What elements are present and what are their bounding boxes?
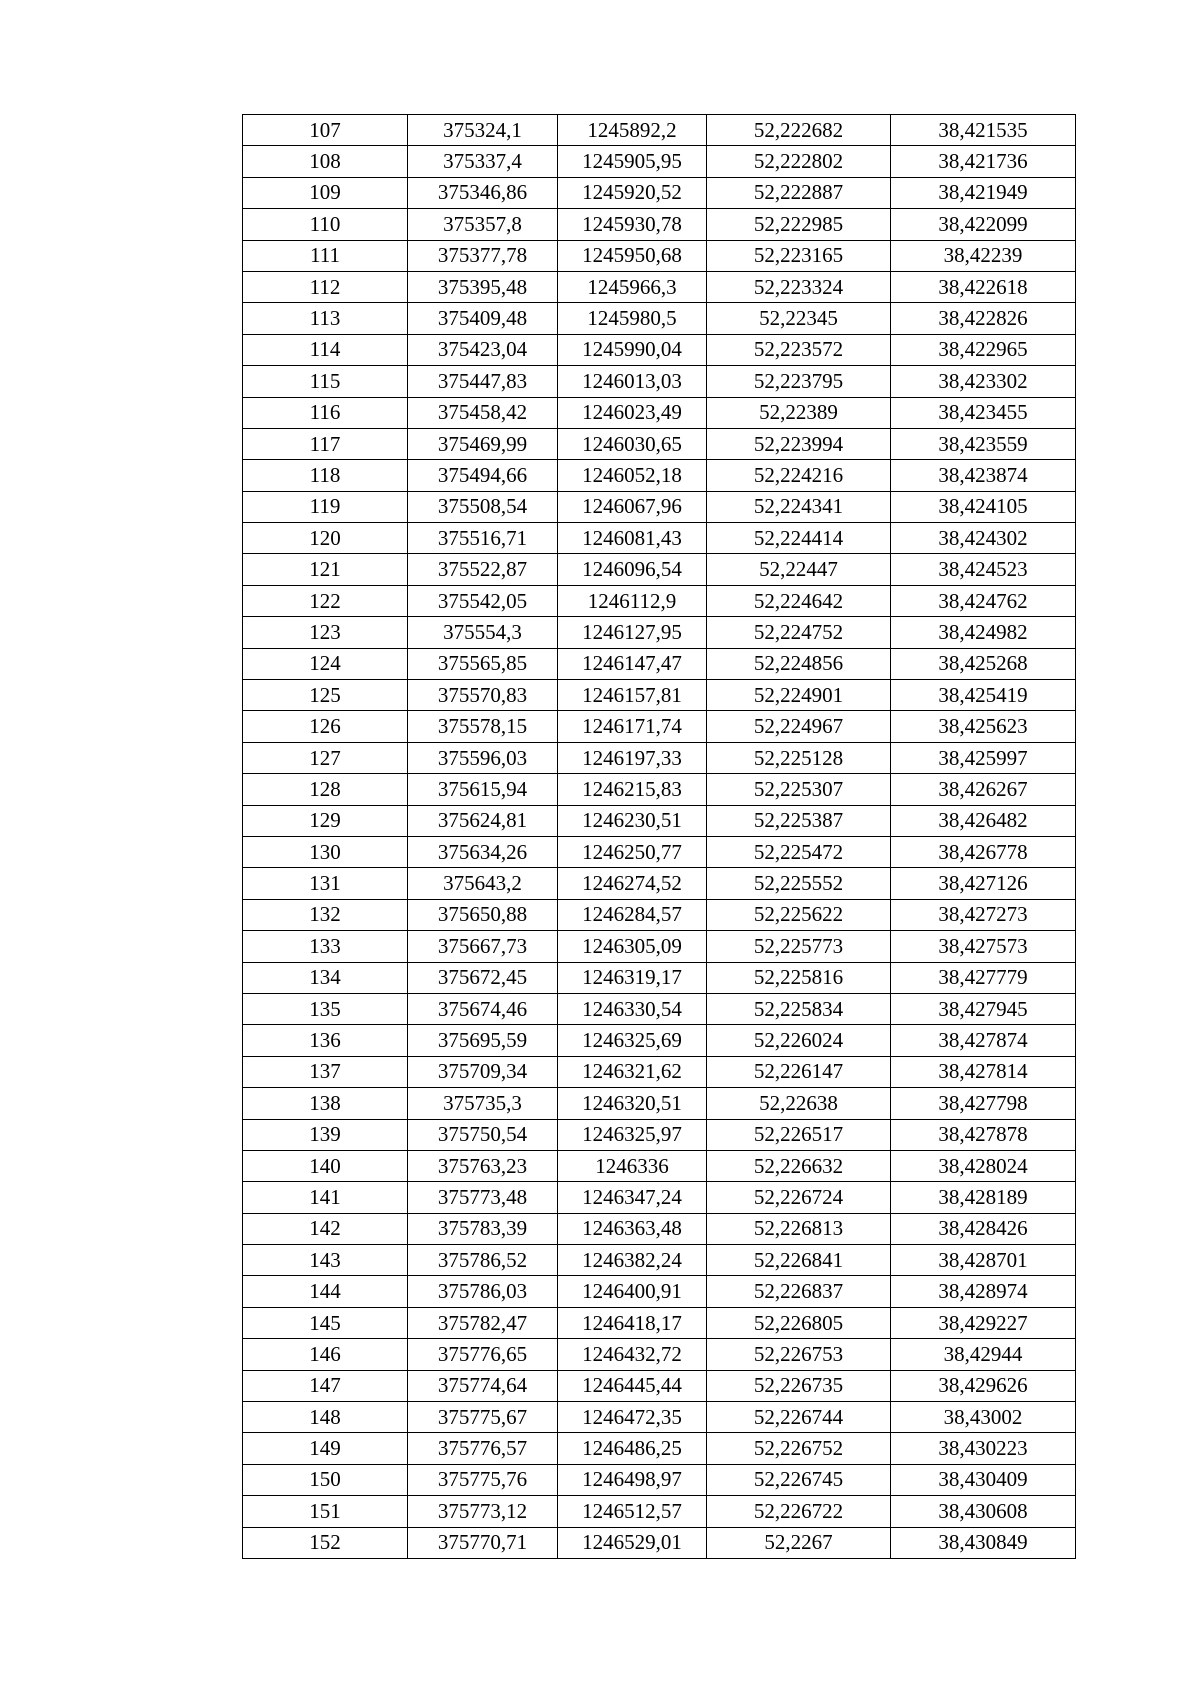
point-number-cell: 117 [243, 428, 408, 459]
y-coordinate-cell: 1245990,04 [558, 334, 707, 365]
latitude-cell: 52,224901 [707, 680, 891, 711]
y-coordinate-cell: 1246325,69 [558, 1025, 707, 1056]
y-coordinate-cell: 1246305,09 [558, 931, 707, 962]
x-coordinate-cell: 375423,04 [408, 334, 558, 365]
latitude-cell: 52,226745 [707, 1464, 891, 1495]
x-coordinate-cell: 375775,67 [408, 1402, 558, 1433]
point-number-cell: 143 [243, 1245, 408, 1276]
latitude-cell: 52,223572 [707, 334, 891, 365]
x-coordinate-cell: 375674,46 [408, 993, 558, 1024]
x-coordinate-cell: 375667,73 [408, 931, 558, 962]
latitude-cell: 52,2267 [707, 1527, 891, 1558]
point-number-cell: 132 [243, 899, 408, 930]
point-number-cell: 115 [243, 366, 408, 397]
y-coordinate-cell: 1246336 [558, 1150, 707, 1181]
latitude-cell: 52,226722 [707, 1496, 891, 1527]
table-row [243, 397, 1076, 428]
table-row [243, 1056, 1076, 1087]
latitude-cell: 52,225128 [707, 742, 891, 773]
latitude-cell: 52,222887 [707, 177, 891, 208]
y-coordinate-cell: 1245920,52 [558, 177, 707, 208]
table-row [243, 303, 1076, 334]
table-row [243, 1527, 1076, 1558]
table-row [243, 931, 1076, 962]
x-coordinate-cell: 375786,52 [408, 1245, 558, 1276]
point-number-cell: 114 [243, 334, 408, 365]
longitude-cell: 38,426778 [891, 836, 1076, 867]
latitude-cell: 52,226841 [707, 1245, 891, 1276]
y-coordinate-cell: 1246013,03 [558, 366, 707, 397]
table-row [243, 1402, 1076, 1433]
longitude-cell: 38,422965 [891, 334, 1076, 365]
x-coordinate-cell: 375337,4 [408, 146, 558, 177]
latitude-cell: 52,226837 [707, 1276, 891, 1307]
latitude-cell: 52,222802 [707, 146, 891, 177]
table-row [243, 617, 1076, 648]
x-coordinate-cell: 375643,2 [408, 868, 558, 899]
x-coordinate-cell: 375377,78 [408, 240, 558, 271]
point-number-cell: 134 [243, 962, 408, 993]
longitude-cell: 38,427126 [891, 868, 1076, 899]
latitude-cell: 52,226813 [707, 1213, 891, 1244]
y-coordinate-cell: 1246512,57 [558, 1496, 707, 1527]
table-row [243, 1182, 1076, 1213]
coordinates-table-body [243, 115, 1076, 1559]
table-row [243, 585, 1076, 616]
table-row [243, 774, 1076, 805]
latitude-cell: 52,226632 [707, 1150, 891, 1181]
table-row [243, 1496, 1076, 1527]
longitude-cell: 38,424523 [891, 554, 1076, 585]
latitude-cell: 52,225307 [707, 774, 891, 805]
longitude-cell: 38,425623 [891, 711, 1076, 742]
point-number-cell: 120 [243, 523, 408, 554]
y-coordinate-cell: 1246147,47 [558, 648, 707, 679]
x-coordinate-cell: 375409,48 [408, 303, 558, 334]
point-number-cell: 145 [243, 1307, 408, 1338]
longitude-cell: 38,429227 [891, 1307, 1076, 1338]
longitude-cell: 38,423302 [891, 366, 1076, 397]
latitude-cell: 52,224216 [707, 460, 891, 491]
latitude-cell: 52,224967 [707, 711, 891, 742]
longitude-cell: 38,425997 [891, 742, 1076, 773]
latitude-cell: 52,22447 [707, 554, 891, 585]
y-coordinate-cell: 1246347,24 [558, 1182, 707, 1213]
x-coordinate-cell: 375775,76 [408, 1464, 558, 1495]
latitude-cell: 52,222682 [707, 115, 891, 146]
longitude-cell: 38,428701 [891, 1245, 1076, 1276]
point-number-cell: 151 [243, 1496, 408, 1527]
x-coordinate-cell: 375357,8 [408, 209, 558, 240]
table-row [243, 523, 1076, 554]
y-coordinate-cell: 1246320,51 [558, 1088, 707, 1119]
coordinates-table [242, 114, 1076, 1559]
y-coordinate-cell: 1246382,24 [558, 1245, 707, 1276]
x-coordinate-cell: 375494,66 [408, 460, 558, 491]
longitude-cell: 38,422099 [891, 209, 1076, 240]
x-coordinate-cell: 375516,71 [408, 523, 558, 554]
y-coordinate-cell: 1246330,54 [558, 993, 707, 1024]
y-coordinate-cell: 1246197,33 [558, 742, 707, 773]
point-number-cell: 112 [243, 271, 408, 302]
y-coordinate-cell: 1246529,01 [558, 1527, 707, 1558]
x-coordinate-cell: 375469,99 [408, 428, 558, 459]
point-number-cell: 147 [243, 1370, 408, 1401]
longitude-cell: 38,427874 [891, 1025, 1076, 1056]
latitude-cell: 52,224642 [707, 585, 891, 616]
x-coordinate-cell: 375522,87 [408, 554, 558, 585]
latitude-cell: 52,226753 [707, 1339, 891, 1370]
latitude-cell: 52,224341 [707, 491, 891, 522]
point-number-cell: 116 [243, 397, 408, 428]
y-coordinate-cell: 1246445,44 [558, 1370, 707, 1401]
latitude-cell: 52,226517 [707, 1119, 891, 1150]
point-number-cell: 124 [243, 648, 408, 679]
y-coordinate-cell: 1245905,95 [558, 146, 707, 177]
point-number-cell: 118 [243, 460, 408, 491]
latitude-cell: 52,224856 [707, 648, 891, 679]
longitude-cell: 38,427573 [891, 931, 1076, 962]
latitude-cell: 52,225773 [707, 931, 891, 962]
table-row [243, 680, 1076, 711]
point-number-cell: 142 [243, 1213, 408, 1244]
longitude-cell: 38,427798 [891, 1088, 1076, 1119]
x-coordinate-cell: 375554,3 [408, 617, 558, 648]
y-coordinate-cell: 1246171,74 [558, 711, 707, 742]
x-coordinate-cell: 375770,71 [408, 1527, 558, 1558]
y-coordinate-cell: 1246215,83 [558, 774, 707, 805]
table-row [243, 271, 1076, 302]
x-coordinate-cell: 375773,48 [408, 1182, 558, 1213]
x-coordinate-cell: 375447,83 [408, 366, 558, 397]
y-coordinate-cell: 1246067,96 [558, 491, 707, 522]
y-coordinate-cell: 1245892,2 [558, 115, 707, 146]
latitude-cell: 52,226147 [707, 1056, 891, 1087]
x-coordinate-cell: 375346,86 [408, 177, 558, 208]
y-coordinate-cell: 1246321,62 [558, 1056, 707, 1087]
y-coordinate-cell: 1246250,77 [558, 836, 707, 867]
point-number-cell: 138 [243, 1088, 408, 1119]
point-number-cell: 119 [243, 491, 408, 522]
longitude-cell: 38,421949 [891, 177, 1076, 208]
longitude-cell: 38,423455 [891, 397, 1076, 428]
longitude-cell: 38,427273 [891, 899, 1076, 930]
x-coordinate-cell: 375709,34 [408, 1056, 558, 1087]
point-number-cell: 150 [243, 1464, 408, 1495]
longitude-cell: 38,423874 [891, 460, 1076, 491]
y-coordinate-cell: 1246230,51 [558, 805, 707, 836]
latitude-cell: 52,225622 [707, 899, 891, 930]
latitude-cell: 52,225834 [707, 993, 891, 1024]
point-number-cell: 125 [243, 680, 408, 711]
latitude-cell: 52,22638 [707, 1088, 891, 1119]
x-coordinate-cell: 375776,65 [408, 1339, 558, 1370]
longitude-cell: 38,422826 [891, 303, 1076, 334]
x-coordinate-cell: 375783,39 [408, 1213, 558, 1244]
longitude-cell: 38,429626 [891, 1370, 1076, 1401]
longitude-cell: 38,427779 [891, 962, 1076, 993]
y-coordinate-cell: 1246023,49 [558, 397, 707, 428]
x-coordinate-cell: 375570,83 [408, 680, 558, 711]
table-row [243, 648, 1076, 679]
y-coordinate-cell: 1246274,52 [558, 868, 707, 899]
point-number-cell: 140 [243, 1150, 408, 1181]
table-row [243, 240, 1076, 271]
table-row [243, 209, 1076, 240]
longitude-cell: 38,424762 [891, 585, 1076, 616]
latitude-cell: 52,223165 [707, 240, 891, 271]
longitude-cell: 38,424105 [891, 491, 1076, 522]
longitude-cell: 38,422618 [891, 271, 1076, 302]
x-coordinate-cell: 375650,88 [408, 899, 558, 930]
x-coordinate-cell: 375596,03 [408, 742, 558, 773]
table-row [243, 868, 1076, 899]
table-row [243, 1433, 1076, 1464]
x-coordinate-cell: 375773,12 [408, 1496, 558, 1527]
y-coordinate-cell: 1246472,35 [558, 1402, 707, 1433]
longitude-cell: 38,42944 [891, 1339, 1076, 1370]
latitude-cell: 52,22345 [707, 303, 891, 334]
longitude-cell: 38,427814 [891, 1056, 1076, 1087]
longitude-cell: 38,428189 [891, 1182, 1076, 1213]
longitude-cell: 38,428024 [891, 1150, 1076, 1181]
point-number-cell: 130 [243, 836, 408, 867]
table-row [243, 1339, 1076, 1370]
point-number-cell: 148 [243, 1402, 408, 1433]
table-row [243, 366, 1076, 397]
latitude-cell: 52,225387 [707, 805, 891, 836]
point-number-cell: 141 [243, 1182, 408, 1213]
point-number-cell: 129 [243, 805, 408, 836]
point-number-cell: 144 [243, 1276, 408, 1307]
table-row [243, 177, 1076, 208]
x-coordinate-cell: 375763,23 [408, 1150, 558, 1181]
longitude-cell: 38,427945 [891, 993, 1076, 1024]
longitude-cell: 38,430409 [891, 1464, 1076, 1495]
y-coordinate-cell: 1246030,65 [558, 428, 707, 459]
table-row [243, 711, 1076, 742]
y-coordinate-cell: 1246081,43 [558, 523, 707, 554]
longitude-cell: 38,425268 [891, 648, 1076, 679]
latitude-cell: 52,223324 [707, 271, 891, 302]
table-row [243, 554, 1076, 585]
longitude-cell: 38,424302 [891, 523, 1076, 554]
table-row [243, 460, 1076, 491]
table-row [243, 1025, 1076, 1056]
latitude-cell: 52,22389 [707, 397, 891, 428]
longitude-cell: 38,427878 [891, 1119, 1076, 1150]
point-number-cell: 137 [243, 1056, 408, 1087]
table-row [243, 1245, 1076, 1276]
longitude-cell: 38,430849 [891, 1527, 1076, 1558]
latitude-cell: 52,225472 [707, 836, 891, 867]
point-number-cell: 122 [243, 585, 408, 616]
table-row [243, 1088, 1076, 1119]
point-number-cell: 139 [243, 1119, 408, 1150]
table-row [243, 1370, 1076, 1401]
y-coordinate-cell: 1246498,97 [558, 1464, 707, 1495]
longitude-cell: 38,421736 [891, 146, 1076, 177]
table-row [243, 836, 1076, 867]
y-coordinate-cell: 1245966,3 [558, 271, 707, 302]
longitude-cell: 38,42239 [891, 240, 1076, 271]
table-row [243, 1307, 1076, 1338]
point-number-cell: 113 [243, 303, 408, 334]
y-coordinate-cell: 1246112,9 [558, 585, 707, 616]
table-row [243, 805, 1076, 836]
longitude-cell: 38,421535 [891, 115, 1076, 146]
point-number-cell: 108 [243, 146, 408, 177]
latitude-cell: 52,226752 [707, 1433, 891, 1464]
longitude-cell: 38,425419 [891, 680, 1076, 711]
y-coordinate-cell: 1245950,68 [558, 240, 707, 271]
x-coordinate-cell: 375324,1 [408, 115, 558, 146]
longitude-cell: 38,423559 [891, 428, 1076, 459]
longitude-cell: 38,426267 [891, 774, 1076, 805]
y-coordinate-cell: 1246325,97 [558, 1119, 707, 1150]
latitude-cell: 52,225552 [707, 868, 891, 899]
longitude-cell: 38,424982 [891, 617, 1076, 648]
point-number-cell: 110 [243, 209, 408, 240]
point-number-cell: 149 [243, 1433, 408, 1464]
y-coordinate-cell: 1246400,91 [558, 1276, 707, 1307]
x-coordinate-cell: 375735,3 [408, 1088, 558, 1119]
longitude-cell: 38,428974 [891, 1276, 1076, 1307]
x-coordinate-cell: 375634,26 [408, 836, 558, 867]
point-number-cell: 146 [243, 1339, 408, 1370]
table-row [243, 334, 1076, 365]
y-coordinate-cell: 1246157,81 [558, 680, 707, 711]
y-coordinate-cell: 1246418,17 [558, 1307, 707, 1338]
y-coordinate-cell: 1245930,78 [558, 209, 707, 240]
table-row [243, 1213, 1076, 1244]
x-coordinate-cell: 375615,94 [408, 774, 558, 805]
table-row [243, 1464, 1076, 1495]
point-number-cell: 126 [243, 711, 408, 742]
table-row [243, 146, 1076, 177]
x-coordinate-cell: 375750,54 [408, 1119, 558, 1150]
longitude-cell: 38,430608 [891, 1496, 1076, 1527]
latitude-cell: 52,226024 [707, 1025, 891, 1056]
table-row [243, 899, 1076, 930]
table-row [243, 962, 1076, 993]
point-number-cell: 109 [243, 177, 408, 208]
y-coordinate-cell: 1246432,72 [558, 1339, 707, 1370]
latitude-cell: 52,223994 [707, 428, 891, 459]
y-coordinate-cell: 1246284,57 [558, 899, 707, 930]
table-row [243, 115, 1076, 146]
longitude-cell: 38,43002 [891, 1402, 1076, 1433]
point-number-cell: 135 [243, 993, 408, 1024]
latitude-cell: 52,226805 [707, 1307, 891, 1338]
latitude-cell: 52,226724 [707, 1182, 891, 1213]
longitude-cell: 38,426482 [891, 805, 1076, 836]
longitude-cell: 38,430223 [891, 1433, 1076, 1464]
x-coordinate-cell: 375672,45 [408, 962, 558, 993]
x-coordinate-cell: 375774,64 [408, 1370, 558, 1401]
latitude-cell: 52,224752 [707, 617, 891, 648]
point-number-cell: 107 [243, 115, 408, 146]
x-coordinate-cell: 375565,85 [408, 648, 558, 679]
x-coordinate-cell: 375395,48 [408, 271, 558, 302]
table-row [243, 1150, 1076, 1181]
point-number-cell: 128 [243, 774, 408, 805]
point-number-cell: 123 [243, 617, 408, 648]
x-coordinate-cell: 375578,15 [408, 711, 558, 742]
table-row [243, 742, 1076, 773]
y-coordinate-cell: 1246096,54 [558, 554, 707, 585]
point-number-cell: 121 [243, 554, 408, 585]
x-coordinate-cell: 375458,42 [408, 397, 558, 428]
x-coordinate-cell: 375786,03 [408, 1276, 558, 1307]
point-number-cell: 131 [243, 868, 408, 899]
y-coordinate-cell: 1246052,18 [558, 460, 707, 491]
table-row [243, 1276, 1076, 1307]
latitude-cell: 52,223795 [707, 366, 891, 397]
latitude-cell: 52,224414 [707, 523, 891, 554]
x-coordinate-cell: 375624,81 [408, 805, 558, 836]
longitude-cell: 38,428426 [891, 1213, 1076, 1244]
table-row [243, 1119, 1076, 1150]
point-number-cell: 136 [243, 1025, 408, 1056]
latitude-cell: 52,226744 [707, 1402, 891, 1433]
table-row [243, 491, 1076, 522]
table-row [243, 993, 1076, 1024]
latitude-cell: 52,226735 [707, 1370, 891, 1401]
point-number-cell: 111 [243, 240, 408, 271]
y-coordinate-cell: 1246319,17 [558, 962, 707, 993]
y-coordinate-cell: 1246127,95 [558, 617, 707, 648]
y-coordinate-cell: 1246363,48 [558, 1213, 707, 1244]
y-coordinate-cell: 1246486,25 [558, 1433, 707, 1464]
latitude-cell: 52,225816 [707, 962, 891, 993]
x-coordinate-cell: 375542,05 [408, 585, 558, 616]
x-coordinate-cell: 375782,47 [408, 1307, 558, 1338]
x-coordinate-cell: 375695,59 [408, 1025, 558, 1056]
table-row [243, 428, 1076, 459]
x-coordinate-cell: 375776,57 [408, 1433, 558, 1464]
point-number-cell: 152 [243, 1527, 408, 1558]
latitude-cell: 52,222985 [707, 209, 891, 240]
x-coordinate-cell: 375508,54 [408, 491, 558, 522]
point-number-cell: 133 [243, 931, 408, 962]
point-number-cell: 127 [243, 742, 408, 773]
y-coordinate-cell: 1245980,5 [558, 303, 707, 334]
